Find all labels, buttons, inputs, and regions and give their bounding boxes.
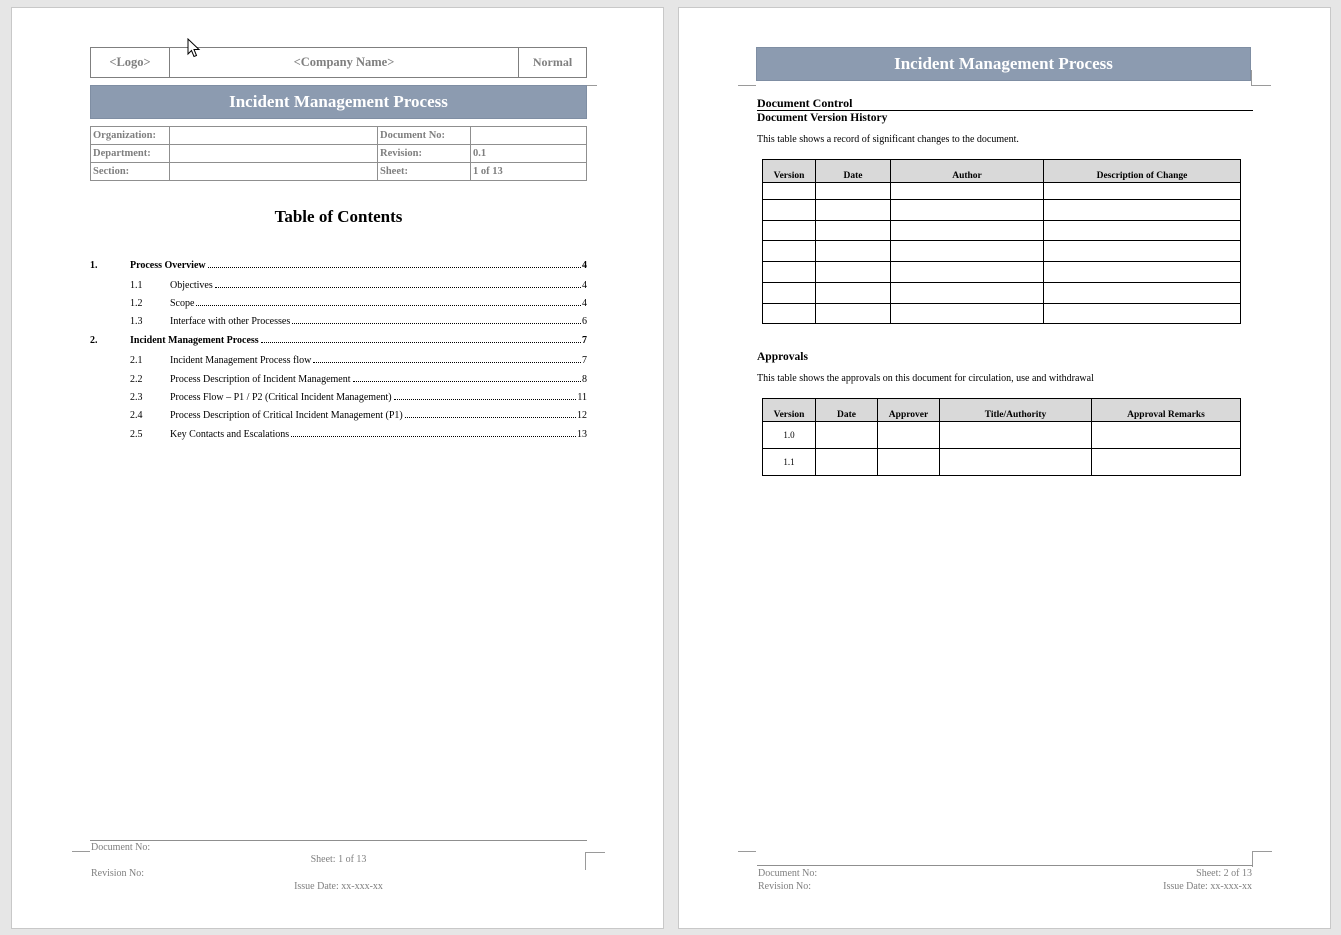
company-name-placeholder: <Company Name> <box>170 48 519 77</box>
toc-page: 8 <box>582 374 587 385</box>
column-header: Description of Change <box>1044 160 1241 183</box>
footer-issue-date: Issue Date: xx-xxx-xx <box>1163 881 1252 892</box>
toc-leader <box>405 417 576 418</box>
table-cell[interactable] <box>763 241 816 262</box>
table-cell[interactable] <box>878 422 940 449</box>
toc-entry[interactable] <box>90 392 587 403</box>
approval-version-cell[interactable]: 1.1 <box>763 449 816 476</box>
approval-version-cell[interactable]: 1.0 <box>763 422 816 449</box>
document-control-heading: Document Control <box>757 96 853 110</box>
table-cell[interactable] <box>1044 241 1241 262</box>
department-label: Department: <box>91 145 170 163</box>
column-header: Approval Remarks <box>1092 399 1241 422</box>
toc-page: 13 <box>577 429 587 440</box>
table-cell[interactable] <box>816 262 891 283</box>
table-cell[interactable] <box>816 200 891 221</box>
table-cell[interactable] <box>763 262 816 283</box>
toc-text: Key Contacts and Escalations <box>170 429 290 440</box>
toc-page: 7 <box>582 355 587 366</box>
toc-page: 4 <box>582 280 587 291</box>
footer-issue-date: Issue Date: xx-xxx-xx <box>294 881 383 892</box>
organization-label: Organization: <box>91 127 170 145</box>
toc-entry[interactable] <box>90 280 587 291</box>
toc-leader <box>313 362 581 363</box>
version-history-table <box>762 159 1241 324</box>
toc-number: 1.3 <box>130 316 143 327</box>
version-history-description: This table shows a record of significant changes to the document. <box>757 134 1019 145</box>
table-cell[interactable] <box>816 283 891 304</box>
approvals-description: This table shows the approvals on this document for circulation, use and withdrawal <box>757 373 1094 384</box>
department-value[interactable] <box>170 145 378 163</box>
approvals-table <box>762 398 1241 476</box>
toc-number: 2.2 <box>130 374 143 385</box>
toc-text: Incident Management Process <box>130 335 259 346</box>
table-cell[interactable] <box>1044 221 1241 241</box>
column-header: Date <box>816 160 891 183</box>
toc-number: 2.4 <box>130 410 143 421</box>
footer-sheet: Sheet: 2 of 13 <box>1196 868 1252 879</box>
toc-entry[interactable] <box>90 374 587 385</box>
revision-value[interactable]: 0.1 <box>471 145 587 163</box>
table-cell[interactable] <box>1044 262 1241 283</box>
toc-number: 2.1 <box>130 355 143 366</box>
toc-number: 1.1 <box>130 280 143 291</box>
toc-number: 2. <box>90 335 98 346</box>
table-cell[interactable] <box>1044 304 1241 324</box>
toc-page: 7 <box>582 335 587 346</box>
table-cell[interactable] <box>891 183 1044 200</box>
toc-entry[interactable] <box>90 260 587 271</box>
toc-page: 4 <box>582 298 587 309</box>
table-cell[interactable] <box>763 221 816 241</box>
table-cell[interactable] <box>891 262 1044 283</box>
footer-revision-no: Revision No: <box>91 868 145 879</box>
document-meta-table <box>90 126 587 181</box>
toc-entry[interactable] <box>90 316 587 327</box>
toc-text: Scope <box>170 298 195 309</box>
toc-page: 12 <box>577 410 587 421</box>
table-cell[interactable] <box>816 422 878 449</box>
toc-page: 4 <box>582 260 587 271</box>
footer-revision-no: Revision No: <box>758 881 812 892</box>
footer-rule <box>757 865 1253 866</box>
toc-leader <box>215 287 581 288</box>
section-value[interactable] <box>170 163 378 181</box>
table-cell[interactable] <box>816 183 891 200</box>
sheet-label: Sheet: <box>378 163 471 181</box>
classification-label: Normal <box>532 55 573 69</box>
toc-leader <box>196 305 581 306</box>
toc-entry[interactable] <box>90 335 587 346</box>
toc-number: 2.3 <box>130 392 143 403</box>
table-cell[interactable] <box>891 304 1044 324</box>
column-header: Author <box>891 160 1044 183</box>
crop-mark <box>587 70 597 86</box>
toc-entry[interactable] <box>90 410 587 421</box>
crop-mark <box>1251 70 1271 86</box>
toc-entry[interactable] <box>90 355 587 366</box>
header-table <box>90 47 587 78</box>
logo-placeholder: <Logo> <box>91 48 170 77</box>
table-cell[interactable] <box>1044 200 1241 221</box>
toc-text: Process Overview <box>130 260 206 271</box>
toc-text: Objectives <box>170 280 213 291</box>
document-page-1 <box>11 7 664 929</box>
toc-text: Incident Management Process flow <box>170 355 312 366</box>
toc-leader <box>208 267 581 268</box>
approvals-heading: Approvals <box>757 351 808 363</box>
column-header: Version <box>763 160 816 183</box>
table-cell[interactable] <box>1044 183 1241 200</box>
toc-number: 1. <box>90 260 98 271</box>
column-header: Version <box>763 399 816 422</box>
toc-entry[interactable] <box>90 429 587 440</box>
crop-mark <box>72 836 90 852</box>
toc-number: 2.5 <box>130 429 143 440</box>
toc-entry[interactable] <box>90 298 587 309</box>
toc-text: Process Description of Incident Management <box>170 374 351 385</box>
footer-document-no: Document No: <box>91 842 151 853</box>
version-history-heading: Document Version History <box>757 112 888 124</box>
table-cell[interactable] <box>763 183 816 200</box>
table-cell[interactable] <box>891 241 1044 262</box>
table-cell[interactable] <box>763 283 816 304</box>
table-cell[interactable] <box>816 241 891 262</box>
column-header: Date <box>816 399 878 422</box>
toc-page: 11 <box>577 392 587 403</box>
table-cell[interactable] <box>891 221 1044 241</box>
toc-text: Process Description of Critical Incident Management (P1) <box>170 410 403 421</box>
crop-mark <box>585 852 605 870</box>
table-cell[interactable] <box>1044 283 1241 304</box>
table-cell[interactable] <box>1092 449 1241 476</box>
toc-leader <box>292 323 581 324</box>
toc-leader <box>291 436 576 437</box>
sheet-value[interactable]: 1 of 13 <box>471 163 587 181</box>
footer-document-no: Document No: <box>758 868 818 879</box>
column-header: Approver <box>878 399 940 422</box>
crop-mark <box>1252 851 1272 867</box>
section-label: Section: <box>91 163 170 181</box>
toc-title: Table of Contents <box>274 207 403 226</box>
table-cell[interactable] <box>878 449 940 476</box>
table-cell[interactable] <box>940 449 1092 476</box>
heading-rule <box>757 110 1253 111</box>
toc-number: 1.2 <box>130 298 143 309</box>
crop-mark <box>738 851 756 867</box>
toc-leader <box>261 342 581 343</box>
table-cell[interactable] <box>816 221 891 241</box>
table-cell[interactable] <box>1092 422 1241 449</box>
mouse-pointer-icon <box>187 38 201 58</box>
document-page-2 <box>678 7 1331 929</box>
footer-sheet: Sheet: 1 of 13 <box>310 854 367 865</box>
table-cell[interactable] <box>940 422 1092 449</box>
table-cell[interactable] <box>816 304 891 324</box>
toc-page: 6 <box>582 316 587 327</box>
toc-leader <box>394 399 577 400</box>
table-cell[interactable] <box>891 283 1044 304</box>
column-header: Title/Authority <box>940 399 1092 422</box>
footer-rule <box>90 840 587 841</box>
document-no-label: Document No: <box>378 127 471 145</box>
toc-text: Process Flow – P1 / P2 (Critical Incident Management) <box>170 392 392 403</box>
table-cell[interactable] <box>763 304 816 324</box>
doc-title-banner: Incident Management Process <box>756 47 1251 81</box>
toc-text: Interface with other Processes <box>170 316 291 327</box>
table-cell[interactable] <box>816 449 878 476</box>
doc-title-banner: Incident Management Process <box>90 85 587 119</box>
toc-leader <box>353 381 581 382</box>
document-no-value[interactable] <box>471 127 587 145</box>
revision-label: Revision: <box>378 145 471 163</box>
table-cell[interactable] <box>763 200 816 221</box>
table-cell[interactable] <box>891 200 1044 221</box>
organization-value[interactable] <box>170 127 378 145</box>
crop-mark <box>738 70 756 86</box>
